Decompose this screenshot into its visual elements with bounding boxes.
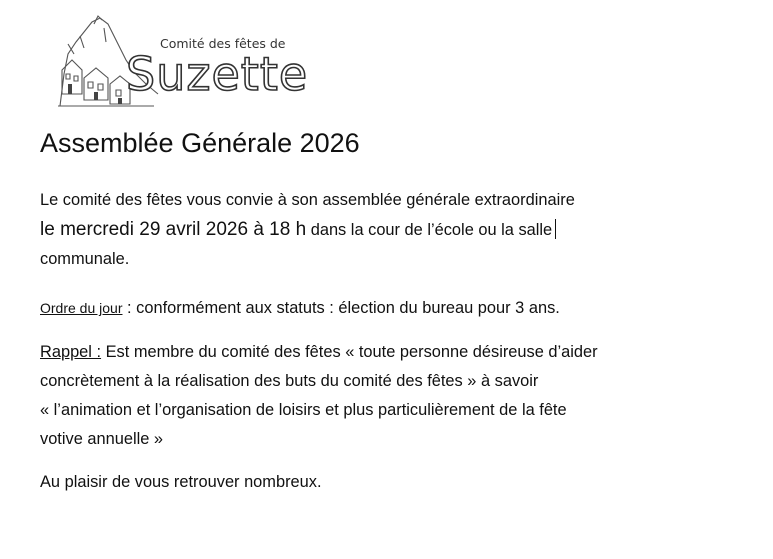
text-cursor: [555, 219, 556, 239]
logo-name: Suzette: [126, 47, 309, 101]
agenda-paragraph: [40, 294, 560, 323]
meeting-date: le mercredi 29 avril 2026 à 18 h: [40, 219, 307, 240]
invitation-line-1: Le comité des fêtes vous convie à son assemblée générale extraordinaire: [40, 191, 575, 209]
document-title: Assemblée Générale 2026: [40, 128, 360, 158]
reminder-paragraph: [40, 338, 598, 454]
invitation-paragraph: [40, 186, 575, 274]
reminder-line-4: votive annuelle »: [40, 430, 164, 448]
reminder-line-2: concrètement à la réalisation des buts du comité des fêtes » à savoir: [40, 372, 539, 390]
reminder-line-3: « l’animation et l’organisation de loisirs et plus particulièrement de la fête: [40, 401, 567, 419]
logo-subtitle: Comité des fêtes de: [160, 36, 286, 51]
committee-logo: [54, 14, 309, 110]
meeting-place-end: communale.: [40, 250, 130, 268]
reminder-line-1: Est membre du comité des fêtes « toute personne désireuse d’aider: [101, 343, 598, 361]
closing-line: Au plaisir de vous retrouver nombreux.: [40, 473, 322, 491]
meeting-place: dans la cour de l’école ou la salle: [306, 221, 553, 239]
agenda-text: : conformément aux statuts : élection du bureau pour 3 ans.: [122, 299, 560, 317]
agenda-label: Ordre du jour: [40, 300, 123, 316]
reminder-label: Rappel :: [40, 343, 102, 361]
